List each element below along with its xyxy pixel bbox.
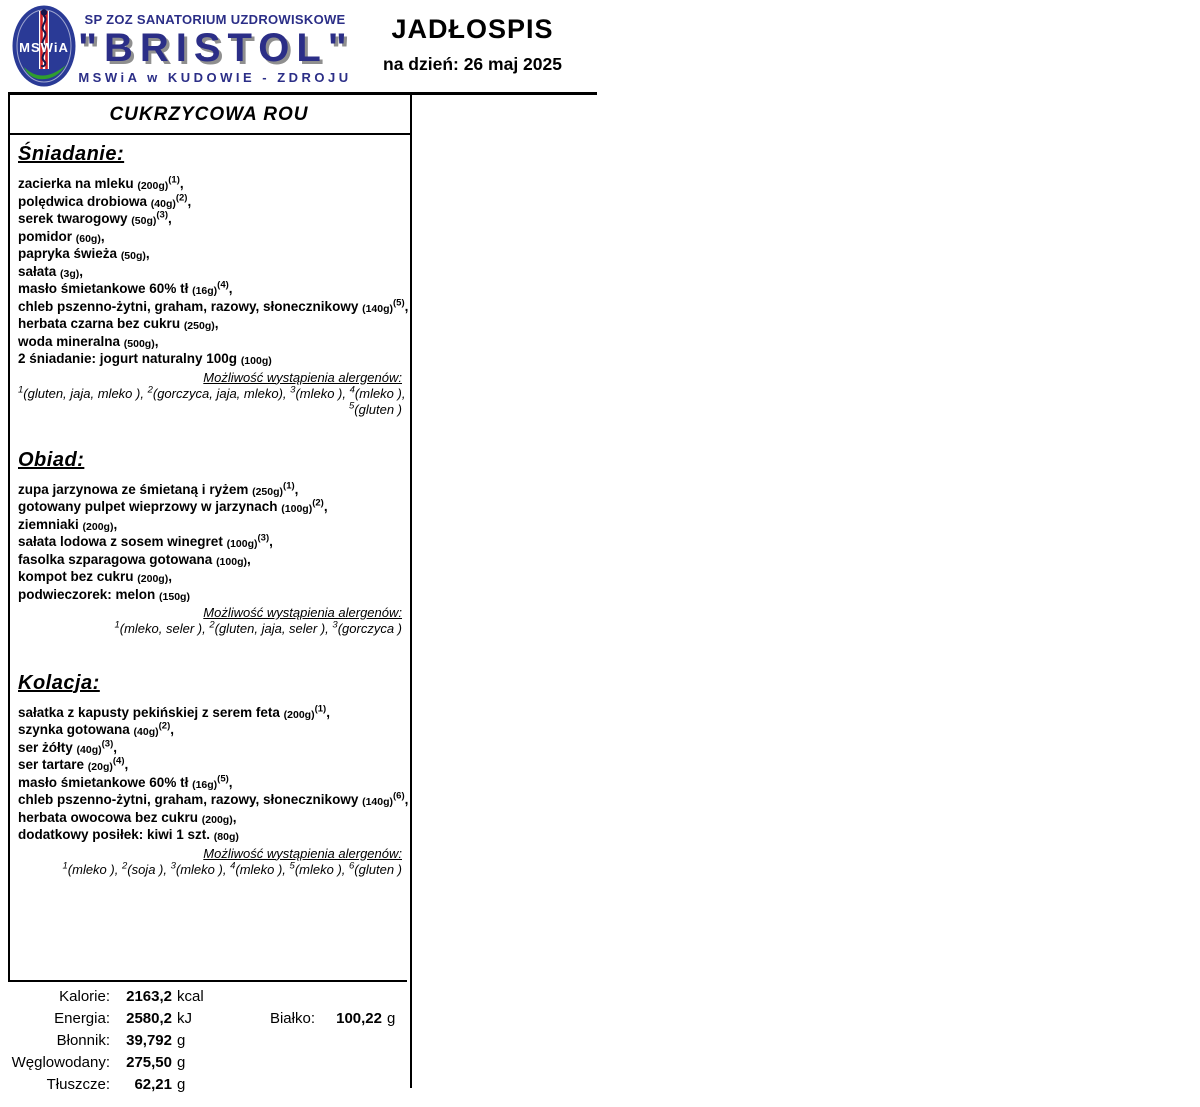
nutrition-separator: [8, 980, 407, 982]
menu-item: masło śmietankowe 60% tł $(16g)^{(5)}$,: [18, 773, 233, 791]
menu-item: dodatkowy posiłek: kiwi 1 szt. (80g): [18, 827, 239, 843]
org-name-line1: SP ZOZ SANATORIUM UZDROWISKOWE: [84, 12, 346, 27]
allergen-line: $^1$(mleko ), $^2$(soja ), $^3$(mleko ), $^4$(mleko ), $^5$(mleko ), $^6$(gluten ): [62, 860, 402, 877]
nutrition-value: 62,21: [134, 1076, 172, 1093]
allergen-block: [18, 846, 404, 879]
meal-heading: Śniadanie:: [18, 143, 125, 165]
menu-item: zupa jarzynowa ze śmietaną i ryżem $(250g)^{(1)}$,: [18, 480, 299, 498]
menu-item: serek twarogowy $(50g)^{(3)}$,: [18, 209, 172, 227]
sanatorium-logo-icon: [12, 5, 76, 87]
menu-item: sałata (3g),: [18, 263, 84, 280]
menu-item: zacierka na mleku $(200g)^{(1)}$,: [18, 174, 184, 192]
menu-item: szynka gotowana $(40g)^{(2)}$,: [18, 720, 175, 738]
menu-item: herbata czarna bez cukru (250g),: [18, 316, 219, 332]
menu-item: chleb pszenno-żytni, graham, razowy, słonecznikowy $(140g)^{(6)}$,: [18, 790, 409, 808]
nutrition-row: [8, 988, 410, 1010]
menu-item: polędwica drobiowa $(40g)^{(2)}$,: [18, 192, 192, 210]
meals: [8, 143, 410, 878]
nutrition-unit: kJ: [177, 1010, 192, 1027]
menu-item: papryka świeża (50g),: [18, 246, 150, 262]
allergen-lines: [18, 621, 402, 638]
document-title-block: [355, 14, 590, 75]
menu-item: gotowany pulpet wieprzowy w jarzynach $(100g)^{(2)}$,: [18, 497, 328, 515]
meal-heading: Obiad:: [18, 448, 85, 471]
menu-item: masło śmietankowe 60% tł $(16g)^{(4)}$,: [18, 279, 233, 297]
nutrition-row: [8, 1032, 410, 1054]
allergen-title: Możliwość wystąpienia alergenów:: [203, 845, 402, 861]
menu-item: fasolka szparagowa gotowana (100g),: [18, 551, 251, 568]
menu-item: pomidor (60g),: [18, 228, 105, 245]
allergen-line: $^1$(mleko, seler ), $^2$(gluten, jaja, seler ), $^3$(gorczyca ): [114, 619, 402, 636]
nutrition-value: 39,792: [126, 1032, 172, 1049]
nutrition-label: Tłuszcze:: [46, 1076, 110, 1093]
nutrition-summary: [8, 980, 410, 1098]
nutrition-label: Kalorie:: [59, 988, 110, 1005]
caduceus-icon: [41, 9, 47, 15]
menu-item: chleb pszenno-żytni, graham, razowy, słonecznikowy $(140g)^{(5)}$,: [18, 297, 409, 315]
diet-column: [8, 95, 410, 1093]
brand-block: [78, 12, 352, 85]
protein-row: [245, 1010, 395, 1032]
menu-item: ser tartare $(20g)^{(4)}$,: [18, 755, 129, 773]
menu-item: sałata lodowa z sosem winegret $(100g)^{(3)}$,: [18, 532, 273, 550]
menu-item: sałatka z kapusty pekińskiej z serem feta $(200g)^{(1)}$,: [18, 703, 330, 721]
menu-item: 2 śniadanie: jogurt naturalny 100g (100g): [18, 351, 272, 367]
nutrition-value: 2580,2: [126, 1010, 172, 1027]
nutrition-unit: g: [177, 1076, 186, 1093]
nutrition-row: [8, 1076, 410, 1098]
page-title: JADŁOSPIS: [391, 14, 554, 44]
allergen-block: [18, 370, 404, 419]
nutrition-label: Białko:: [269, 1010, 315, 1027]
menu-item: kompot bez cukru (200g),: [18, 569, 172, 585]
org-name-bristol: "BRISTOL": [78, 26, 354, 70]
allergen-title: Możliwość wystąpienia alergenów:: [203, 605, 402, 620]
nutrition-rows: [8, 988, 410, 1098]
allergen-lines: [18, 862, 402, 879]
menu-item: woda mineralna (500g),: [18, 333, 159, 350]
nutrition-row: [8, 1054, 410, 1076]
nutrition-label: Energia:: [54, 1010, 110, 1027]
nutrition-unit: g: [177, 1032, 186, 1049]
meal-section: [8, 449, 410, 638]
menu-item: ziemniaki (200g),: [18, 516, 118, 533]
nutrition-value: 100,22: [336, 1010, 382, 1027]
meal-section: [8, 143, 410, 419]
diet-title: CUKRZYCOWA ROU: [109, 104, 309, 125]
allergen-lines: [18, 384, 406, 419]
nutrition-value: 275,50: [126, 1054, 172, 1071]
meal-items: [18, 174, 409, 369]
logo-text: MSWiA: [19, 40, 69, 55]
nutrition-unit: g: [177, 1054, 186, 1071]
menu-item: herbata owocowa bez cukru (200g),: [18, 809, 237, 826]
diet-title-underline: [8, 133, 410, 135]
menu-item: podwieczorek: melon (150g): [18, 586, 190, 603]
meal-items: [18, 482, 404, 605]
nutrition-unit: g: [387, 1010, 396, 1027]
meal-heading: Kolacja:: [18, 671, 100, 694]
allergen-title: Możliwość wystąpienia alergenów:: [203, 369, 402, 385]
table-column-divider: [410, 92, 412, 1088]
nutrition-value: 2163,2: [126, 988, 172, 1005]
menu-item: ser żółty $(40g)^{(3)}$,: [18, 738, 118, 756]
allergen-line: $^1$(gluten, jaja, mleko ), $^2$(gorczyca, jaja, mleko), $^3$(mleko ), $^4$(mleko ),: [18, 384, 406, 401]
menu-table: [8, 92, 597, 1093]
allergen-line: $^5$(gluten ): [349, 400, 402, 417]
nutrition-label: Błonnik:: [56, 1032, 110, 1049]
allergen-block: [18, 605, 404, 638]
nutrition-unit: kcal: [177, 988, 204, 1005]
org-name-line2: MSWiA w KUDOWIE - ZDROJU: [78, 70, 352, 85]
meal-section: [8, 672, 410, 879]
menu-date: na dzień: 26 maj 2025: [383, 54, 562, 74]
meal-items: [18, 703, 409, 845]
nutrition-label: Węglowodany:: [11, 1054, 110, 1071]
